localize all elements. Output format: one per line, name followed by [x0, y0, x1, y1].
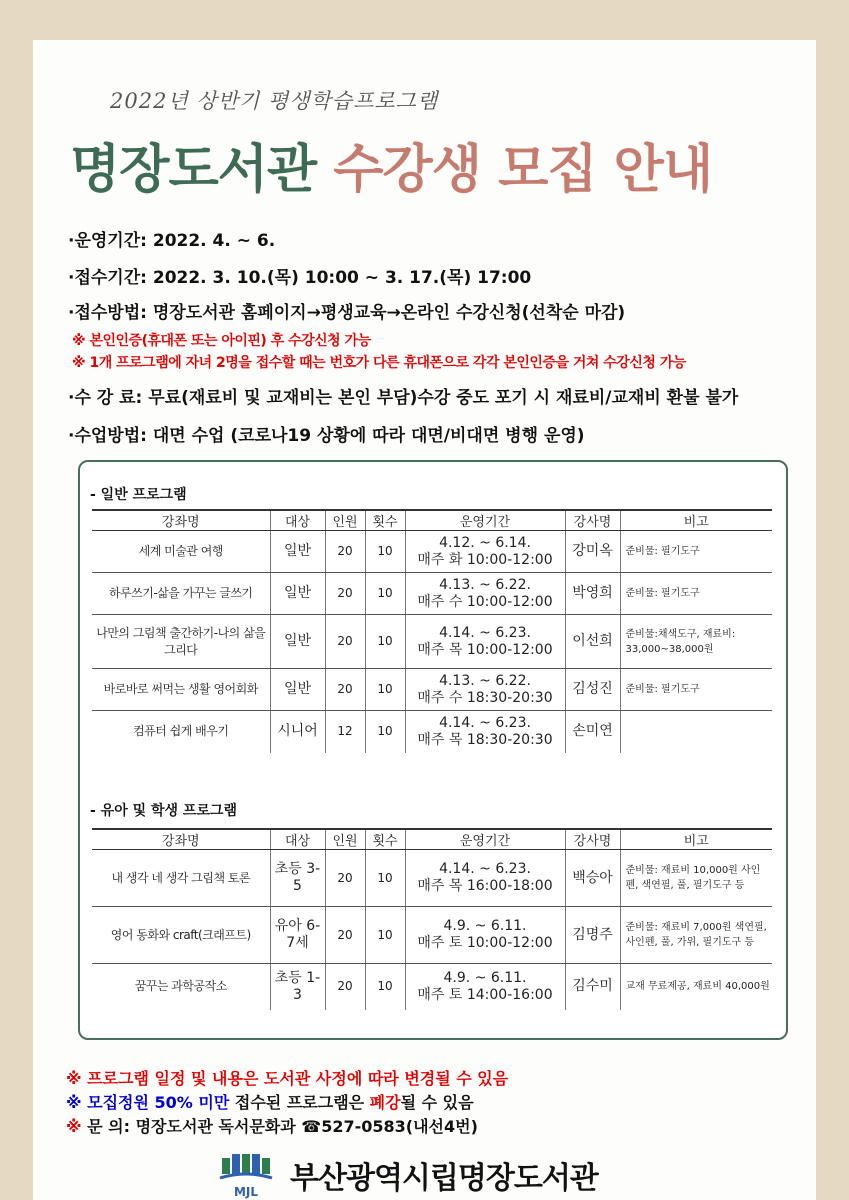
course-date: 4.14. ~ 6.23.	[439, 624, 531, 641]
course-capacity: 20	[325, 907, 365, 964]
course-period	[405, 907, 565, 964]
notice-cancel-word: 폐강	[369, 1093, 401, 1112]
course-instructor: 김수미	[565, 964, 620, 1010]
page-title	[70, 127, 712, 202]
course-target: 일반	[270, 573, 325, 615]
col-note: 비고	[620, 510, 772, 531]
col-target: 대상	[270, 510, 325, 531]
table-row	[92, 964, 772, 1010]
course-period	[405, 964, 565, 1010]
general-program-table	[92, 509, 772, 753]
course-note: 교재 무료제공, 재료비 40,000원	[620, 964, 772, 1010]
course-instructor: 강미옥	[565, 531, 620, 573]
course-name: 꿈꾸는 과학공작소	[134, 979, 227, 994]
table-header-row	[92, 829, 772, 850]
course-capacity: 20	[325, 669, 365, 711]
course-count: 10	[365, 850, 405, 907]
course-name: 컴퓨터 쉽게 배우기	[133, 724, 229, 739]
course-date: 4.12. ~ 6.14.	[439, 534, 531, 551]
course-time: 매주 토 14:00-16:00	[417, 986, 553, 1003]
course-period	[405, 573, 565, 615]
course-count: 10	[365, 907, 405, 964]
note-auth: ※ 본인인증(휴대폰 또는 아이핀) 후 수강신청 가능	[72, 333, 371, 349]
course-target: 시니어	[270, 711, 325, 753]
course-capacity: 20	[325, 531, 365, 573]
title-recruitment: 수강생 모집 안내	[333, 140, 713, 200]
program-box	[78, 460, 788, 1040]
contact-info	[66, 1114, 478, 1137]
course-instructor: 김성진	[565, 669, 620, 711]
course-count: 10	[365, 711, 405, 753]
course-target: 일반	[270, 615, 325, 669]
title-library-name: 명장도서관	[70, 140, 317, 200]
col-count: 횟수	[365, 829, 405, 850]
course-name: 하루쓰기-삶을 가꾸는 글쓰기	[92, 573, 270, 615]
course-period	[405, 850, 565, 907]
course-count: 10	[365, 669, 405, 711]
course-period	[405, 615, 565, 669]
course-capacity: 20	[325, 615, 365, 669]
notice-min-enrollment: ※ 모집정원 50% 미만	[66, 1093, 230, 1112]
course-target: 초등 1-3	[270, 964, 325, 1010]
table-row	[92, 669, 772, 711]
course-name: 세계 미술관 여행	[92, 531, 270, 573]
table-row	[92, 711, 772, 753]
col-note: 비고	[620, 829, 772, 850]
course-target: 일반	[270, 669, 325, 711]
logo-text: MJL	[233, 1185, 259, 1199]
notice-cancellation	[66, 1090, 474, 1113]
contact-mark: ※	[66, 1117, 82, 1136]
table-row	[92, 531, 772, 573]
course-note: 준비물: 필기도구	[620, 573, 772, 615]
course-instructor: 백승아	[565, 850, 620, 907]
course-date: 4.14. ~ 6.23.	[439, 861, 531, 877]
course-target: 초등 3-5	[270, 850, 325, 907]
section-general-title: - 일반 프로그램	[90, 487, 187, 503]
course-time: 매주 수 10:00-12:00	[417, 593, 553, 610]
col-capacity: 인원	[325, 829, 365, 850]
course-capacity: 20	[325, 850, 365, 907]
table-header-row	[92, 510, 772, 531]
note-siblings: ※ 1개 프로그램에 자녀 2명을 접수할 때는 번호가 다른 휴대폰으로 각각 본인인증을 거쳐 수강신청 가능	[72, 355, 686, 371]
course-capacity: 20	[325, 573, 365, 615]
course-instructor: 김명주	[565, 907, 620, 964]
course-date: 4.9. ~ 6.11.	[443, 918, 527, 934]
course-time: 매주 목 16:00-18:00	[417, 878, 553, 894]
course-capacity: 20	[325, 964, 365, 1010]
course-period	[405, 531, 565, 573]
course-target: 일반	[270, 531, 325, 573]
course-time: 매주 수 18:30-20:30	[417, 689, 553, 706]
section-youth-title: - 유아 및 학생 프로그램	[90, 803, 238, 819]
course-instructor: 박영희	[565, 573, 620, 615]
col-course: 강좌명	[92, 829, 270, 850]
info-period: ·운영기간: 2022. 4. ~ 6.	[68, 231, 276, 251]
course-name: 나만의 그림책 출간하기-나의 삶을 그리다	[92, 615, 270, 669]
course-date: 4.13. ~ 6.22.	[439, 672, 531, 689]
course-name: 바로바로 써먹는 생활 영어회화	[92, 669, 270, 711]
course-time: 매주 화 10:00-12:00	[417, 551, 553, 568]
course-name: 영어 동화와 craft(크래프트)	[92, 907, 270, 964]
subtitle: 2022년 상반기 평생학습프로그램	[110, 89, 439, 113]
course-count: 10	[365, 615, 405, 669]
info-fee: ·수 강 료: 무료(재료비 및 교재비는 본인 부담)수강 중도 포기 시 재료비/교재비 환불 불가	[68, 388, 739, 408]
library-logo-icon	[218, 1148, 274, 1200]
course-date: 4.14. ~ 6.23.	[439, 714, 531, 731]
course-count: 10	[365, 573, 405, 615]
course-note: 준비물: 재료비 7,000원 색연필, 사인펜, 풀, 가위, 필기도구 등	[620, 907, 772, 964]
notice-text-end: 될 수 있음	[400, 1093, 474, 1112]
course-instructor: 손미연	[565, 711, 620, 753]
course-date: 4.13. ~ 6.22.	[439, 576, 531, 593]
course-instructor: 이선희	[565, 615, 620, 669]
course-target: 유아 6-7세	[270, 907, 325, 964]
table-row	[92, 573, 772, 615]
course-capacity: 12	[325, 711, 365, 753]
col-instructor: 강사명	[565, 510, 620, 531]
col-capacity: 인원	[325, 510, 365, 531]
table-row	[92, 615, 772, 669]
course-time: 매주 토 10:00-12:00	[417, 935, 553, 951]
course-count: 10	[365, 531, 405, 573]
col-period: 운영기간	[405, 510, 565, 531]
library-name: 부산광역시립명장도서관	[290, 1161, 598, 1196]
course-note: 준비물: 필기도구	[620, 669, 772, 711]
info-class-method: ·수업방법: 대면 수업 (코로나19 상황에 따라 대면/비대면 병행 운영)	[68, 426, 585, 446]
course-time: 매주 목 10:00-12:00	[417, 641, 553, 658]
notice-schedule-change: ※ 프로그램 일정 및 내용은 도서관 사정에 따라 변경될 수 있음	[66, 1069, 509, 1088]
book-stack-icon	[220, 1154, 272, 1178]
youth-program-table	[92, 828, 772, 1010]
notice-text: 접수된 프로그램은	[229, 1093, 370, 1112]
course-time: 매주 목 18:30-20:30	[417, 731, 553, 748]
course-note	[620, 711, 772, 753]
course-note: 준비물:채색도구, 재료비: 33,000~38,000원	[620, 615, 772, 669]
course-note: 준비물: 필기도구	[620, 531, 772, 573]
course-date: 4.9. ~ 6.11.	[443, 969, 527, 986]
info-apply-period: ·접수기간: 2022. 3. 10.(목) 10:00 ~ 3. 17.(목) 17:00	[68, 268, 532, 288]
col-course: 강좌명	[92, 510, 270, 531]
col-instructor: 강사명	[565, 829, 620, 850]
course-period	[405, 711, 565, 753]
table-row	[92, 907, 772, 964]
col-period: 운영기간	[405, 829, 565, 850]
info-apply-method: ·접수방법: 명장도서관 홈페이지→평생교육→온라인 수강신청(선착순 마감)	[68, 303, 626, 323]
course-count: 10	[365, 964, 405, 1010]
contact-text: 문 의: 명장도서관 독서문화과 ☎527-0583(내선4번)	[81, 1117, 478, 1136]
col-count: 횟수	[365, 510, 405, 531]
course-note: 준비물: 재료비 10,000원 사인펜, 색연필, 풀, 필기도구 등	[620, 850, 772, 907]
course-period	[405, 669, 565, 711]
col-target: 대상	[270, 829, 325, 850]
table-row	[92, 850, 772, 907]
course-name: 내 생각 네 생각 그림책 토론	[92, 850, 270, 907]
